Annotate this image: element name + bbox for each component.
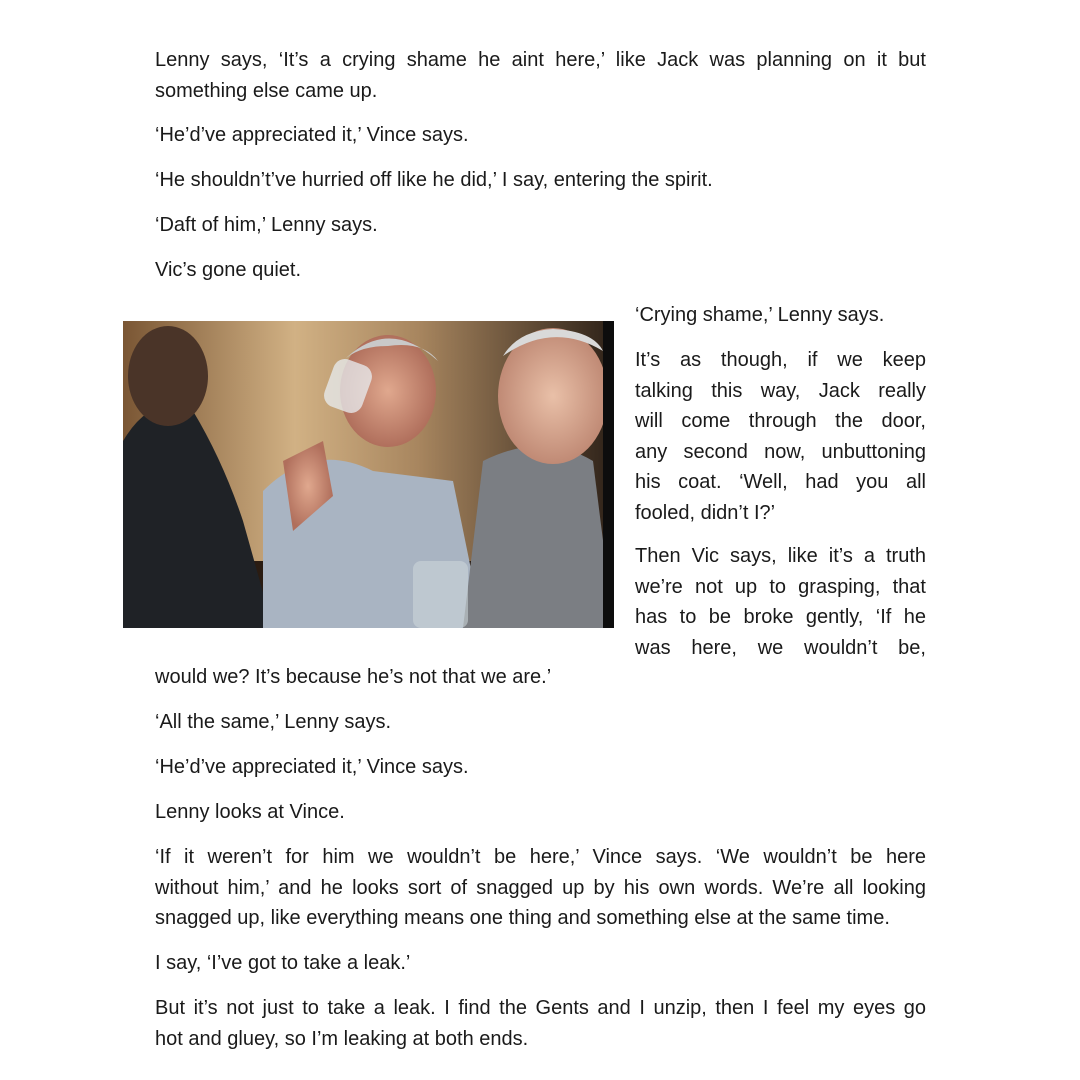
paragraph-8-continued: would we? It’s because he’s not that we are.’ bbox=[155, 666, 552, 688]
line: something else came up. bbox=[155, 79, 378, 102]
line: his coat. ‘Well, had you all bbox=[635, 471, 926, 493]
line: It’s as though, if we keep bbox=[635, 349, 926, 371]
paragraph-2: ‘He’d’ve appreciated it,’ Vince says. bbox=[155, 124, 469, 146]
line: any second now, unbuttoning bbox=[635, 440, 926, 463]
paragraph-7 bbox=[635, 345, 926, 528]
line: was here, we wouldn’t be, bbox=[635, 636, 926, 659]
line: will come through the door, bbox=[635, 410, 926, 432]
line: Lenny says, ‘It’s a crying shame he aint here,’ like Jack was planning on it but bbox=[155, 49, 926, 71]
line: fooled, didn’t I?’ bbox=[635, 501, 776, 524]
paragraph-9: ‘All the same,’ Lenny says. bbox=[155, 711, 392, 733]
paragraph-3: ‘He shouldn’t’ve hurried off like he did,’ I say, entering the spirit. bbox=[155, 169, 713, 191]
paragraph-14 bbox=[155, 993, 926, 1054]
line: snagged up, like everything means one thing and something else at the same time. bbox=[155, 907, 890, 929]
paragraph-6: ‘Crying shame,’ Lenny says. bbox=[635, 304, 885, 326]
paragraph-10: ‘He’d’ve appreciated it,’ Vince says. bbox=[155, 756, 469, 778]
paragraph-12 bbox=[155, 842, 926, 934]
paragraph-13: I say, ‘I’ve got to take a leak.’ bbox=[155, 952, 411, 974]
paragraph-1 bbox=[155, 45, 926, 106]
line: Then Vic says, like it’s a truth bbox=[635, 545, 926, 567]
paragraph-11: Lenny looks at Vince. bbox=[155, 801, 345, 823]
line: But it’s not just to take a leak. I find the Gents and I unzip, then I feel my eyes go bbox=[155, 997, 926, 1019]
line: has to be broke gently, ‘If he bbox=[635, 606, 926, 628]
line: hot and gluey, so I’m leaking at both ends. bbox=[155, 1027, 529, 1050]
pub-photo bbox=[123, 321, 614, 628]
line: without him,’ and he looks sort of snagged up by his own words. We’re all looking bbox=[155, 876, 926, 899]
line: ‘If it weren’t for him we wouldn’t be here,’ Vince says. ‘We wouldn’t be here bbox=[155, 846, 926, 868]
paragraph-4: ‘Daft of him,’ Lenny says. bbox=[155, 214, 378, 236]
paragraph-5: Vic’s gone quiet. bbox=[155, 259, 302, 281]
paragraph-8 bbox=[635, 541, 926, 663]
line: we’re not up to grasping, that bbox=[635, 575, 926, 598]
line: talking this way, Jack really bbox=[635, 379, 926, 402]
